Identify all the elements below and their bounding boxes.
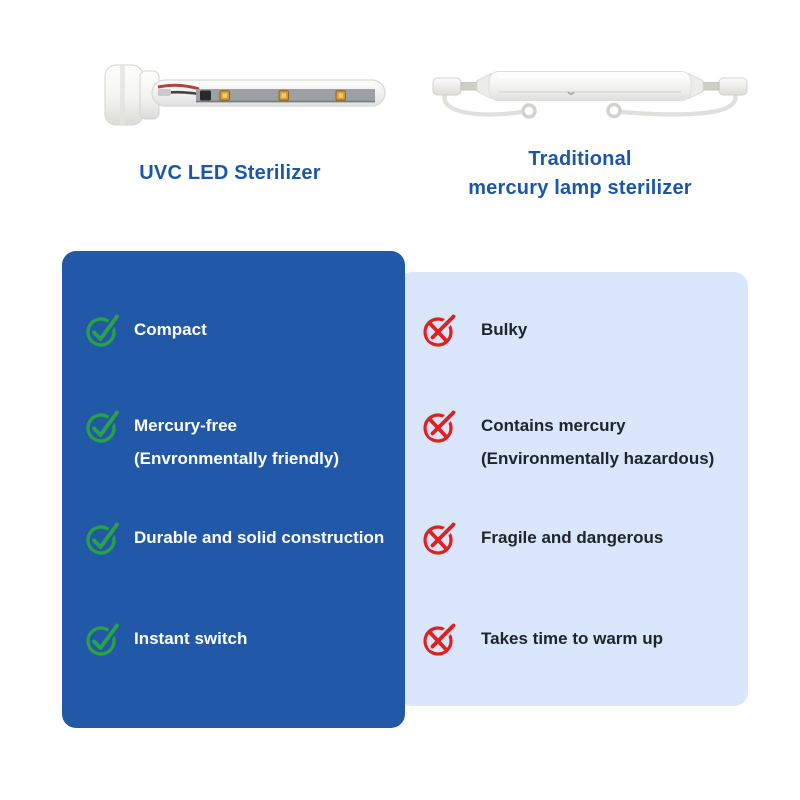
feature-label: Mercury-free: [134, 416, 237, 435]
feature-label: Fragile and dangerous: [481, 528, 664, 547]
uvc-led-sterilizer-image: [100, 56, 390, 128]
mercury-lamp-title-line2: mercury lamp sterilizer: [468, 177, 692, 199]
check-circle-icon: [85, 408, 121, 444]
led-feature-row-durable: [85, 520, 395, 556]
mercury-feature-row-bulky: [422, 312, 742, 348]
cross-circle-icon: [422, 621, 458, 657]
mercury-lamp-image: [425, 52, 755, 137]
led-feature-row-mercury-free: [85, 408, 395, 472]
feature-label: Contains mercury: [481, 416, 626, 435]
check-circle-icon: [85, 520, 121, 556]
feature-label: Compact: [134, 320, 207, 339]
mercury-lamp-title-line1: Traditional: [528, 148, 632, 170]
mercury-feature-row-fragile: [422, 520, 742, 556]
cross-circle-icon: [422, 408, 458, 444]
feature-label: Durable and solid construction: [134, 528, 385, 547]
led-feature-row-compact: [85, 312, 395, 348]
feature-label: Instant switch: [134, 629, 248, 648]
mercury-lamp-title: [415, 145, 745, 203]
mercury-feature-row-contains-mercury: [422, 408, 742, 472]
feature-sublabel: (Environmentally hazardous): [481, 449, 715, 468]
check-circle-icon: [85, 621, 121, 657]
mercury-feature-row-warm-up: [422, 621, 742, 657]
feature-label: Takes time to warm up: [481, 629, 664, 648]
cross-circle-icon: [422, 312, 458, 348]
feature-label: Bulky: [481, 320, 528, 339]
led-feature-row-instant-switch: [85, 621, 395, 657]
uvc-led-title: UVC LED Sterilizer: [139, 162, 321, 184]
cross-circle-icon: [422, 520, 458, 556]
feature-sublabel: (Envronmentally friendly): [134, 449, 339, 468]
check-circle-icon: [85, 312, 121, 348]
